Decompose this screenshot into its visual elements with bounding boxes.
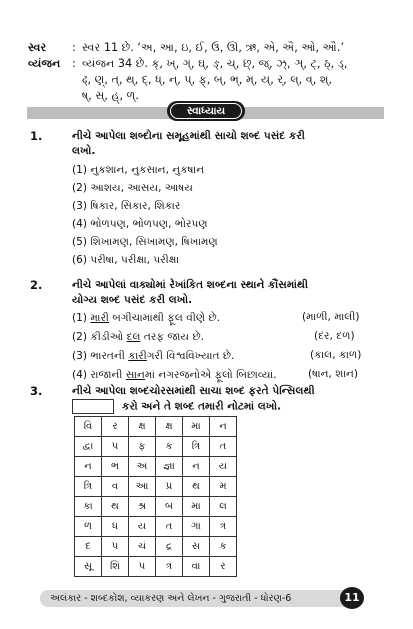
grid-cell[interactable]: વિ (75, 417, 102, 437)
grid-cell[interactable]: ય (210, 457, 237, 477)
q2-choices-1: (માળી, માલી) (302, 311, 360, 323)
grid-row (75, 437, 237, 457)
grid-cell[interactable]: ક્ષ (129, 417, 156, 437)
grid-cell[interactable]: આ (129, 477, 156, 497)
grid-cell[interactable]: ચં (129, 537, 156, 557)
q1-option-2: (2) આશય, આસય, આષય (72, 182, 193, 194)
q1-option-3: (3) ષિકાર, સિકાર, શિકાર (72, 200, 181, 212)
grid-cell[interactable]: ધ (102, 517, 129, 537)
grid-cell[interactable]: થ (183, 477, 210, 497)
grid-cell[interactable]: ન (210, 417, 237, 437)
q2-choices-4: (ષાન, શાન) (308, 368, 359, 380)
grid-cell[interactable]: ભ (102, 457, 129, 477)
grid-cell[interactable]: દ્ર (156, 537, 183, 557)
grid-cell[interactable]: મા (183, 497, 210, 517)
grid-cell[interactable]: જ્ઞા (156, 457, 183, 477)
grid-cell[interactable]: ત (156, 517, 183, 537)
grid-cell[interactable]: ળ (75, 517, 102, 537)
question-3-number: 3. (30, 384, 43, 398)
underlined-word: સાન (125, 369, 145, 381)
grid-cell[interactable]: બ (156, 497, 183, 517)
grid-cell[interactable]: પ (129, 557, 156, 577)
grid-cell[interactable]: ક (156, 437, 183, 457)
grid-cell[interactable]: અ (129, 457, 156, 477)
section-title-pill (167, 101, 245, 121)
q2-sentence-2: (2) કીડીઓ દલ તરફ જાય છે. (72, 331, 205, 343)
question-2-line-2: યોગ્ય શબ્દ પસંદ કરી લખો. (72, 294, 193, 306)
grid-cell[interactable]: શ્ર (129, 497, 156, 517)
grid-cell[interactable]: ત્ર (156, 557, 183, 577)
q2-choices-3: (કાલ, કાળ) (310, 349, 362, 361)
question-2-number: 2. (30, 278, 43, 292)
question-1-prompt (72, 129, 390, 159)
grid-row (75, 517, 237, 537)
grid-cell[interactable]: ર (102, 417, 129, 437)
question-1-number: 1. (30, 129, 43, 143)
q2-sentence-1: (1) મારી બગીચામાંથી ફૂલ વીણે છે. (72, 312, 221, 324)
consonant-line-3: ષ્, સ્, હ્, ળ્. (82, 89, 139, 102)
grid-cell[interactable]: મ (210, 477, 237, 497)
q1-option-1: (1) નુકશાન, નુકસાન, નુકષાન (72, 164, 205, 176)
footer-book-title: અલંકાર - શબ્દકોશ, વ્યાકરણ અને લેખન - ગુજરાતી - ધોરણ-6 (40, 590, 345, 607)
grid-cell[interactable]: વા (183, 557, 210, 577)
q2-sentence-3: (3) ભારતની કારીગરી વિશ્વવિખ્યાત છે. (72, 350, 235, 362)
grid-cell[interactable]: પ (102, 537, 129, 557)
grid-cell[interactable]: સૂ (75, 557, 102, 577)
grid-cell[interactable]: ય (129, 517, 156, 537)
grid-cell[interactable]: પ્ર (156, 477, 183, 497)
q1-option-5: (5) શિખામણ, સિખામણ, ષિખામણ (72, 236, 218, 248)
grid-row (75, 557, 237, 577)
grid-cell[interactable]: પ (102, 437, 129, 457)
consonant-label: વ્યંજન (28, 57, 61, 70)
q1-option-4: (4) ભોળપણ, ભોળપણ, ભોરપણ (72, 218, 208, 230)
consonant-line-2: ઢ્, ણ્, ત્, થ્, દ્, ધ્, ન્, પ્, ફ્, બ્, ભ્, મ્, ય્, ર્, લ્, વ્, શ્, (82, 73, 333, 86)
question-2-prompt (72, 278, 390, 308)
grid-cell[interactable]: ત્ર (210, 517, 237, 537)
grid-cell[interactable]: ગા (183, 517, 210, 537)
draw-box-blank (72, 399, 114, 414)
question-1-line-1: નીચે આપેલા શબ્દોના સમૂહમાંથી સાચો શબ્દ પસંદ કરી (72, 130, 305, 142)
grid-cell[interactable]: વ (102, 477, 129, 497)
consonant-line-1: વ્યંજન 34 છે. ક્, ખ્, ગ્, ઘ્, ઙ્, ચ્, છ્, જ્, ઝ્, ઞ્, ટ્, ઠ્, ડ્, (82, 57, 348, 70)
underlined-word: કાર (128, 350, 147, 362)
question-1-line-2: લખો. (72, 145, 96, 157)
section-title: સ્વાધ્યાય (170, 103, 242, 119)
vowel-text: સ્વર 11 છે. ‘અ, આ, ઇ, ઈ, ઉ, ઊ, ઋ, એ, ઐ, ઓ, ઔ.’ (82, 41, 345, 54)
question-2-line-1: નીચે આપેલાં વાક્યોમાં રેખાંકિત શબ્દના સ્થાને કૌંસમાંથી (72, 279, 309, 291)
underlined-word: દલ (126, 331, 141, 343)
grid-cell[interactable]: સ (183, 537, 210, 557)
grid-cell[interactable]: ક (210, 537, 237, 557)
grid-cell[interactable]: શિ (102, 557, 129, 577)
grid-row (75, 417, 237, 437)
question-3-prompt (72, 384, 390, 415)
grid-cell[interactable]: ન (75, 457, 102, 477)
q1-option-6: (6) પરીષા, પરીક્ષા, પરીક્ષા (72, 254, 180, 266)
grid-cell[interactable]: લ (210, 497, 237, 517)
vowel-label: સ્વર (28, 41, 47, 54)
grid-cell[interactable]: દ (75, 537, 102, 557)
q2-choices-2: (દર, દળ) (314, 330, 355, 342)
grid-cell[interactable]: થ (102, 497, 129, 517)
grid-row (75, 497, 237, 517)
q2-sentence-4: (4) રાજાની સાનમાં નગરજનોએ ફૂલો બિછાવ્યાં. (72, 369, 277, 381)
grid-cell[interactable]: મા (183, 417, 210, 437)
alphabet-info: સ્વર : સ્વર 11 છે. ‘અ, આ, ઇ, ઈ, ઉ, ઊ, ઋ, એ, ઐ, ઓ, ઔ.’ વ્યંજન : વ્યંજન 34 છે. ક્, ખ્, ગ્, ઘ્, ઙ્, ચ્, છ્, જ્, ઝ્, ઞ્, ટ્, ઠ્, ડ્, ઢ્, ણ્, ત્, થ્, દ્, ધ્, ન્, પ્, ફ્, બ્, ભ્, મ્, ય્, ર્, લ્, વ્, શ્, ષ્, સ્, હ્, ળ્. (28, 40, 388, 104)
grid-cell[interactable]: કા (75, 497, 102, 517)
grid-cell[interactable]: ક્ષ (156, 417, 183, 437)
grid-cell[interactable]: ત (210, 437, 237, 457)
underlined-word: મારી (90, 312, 109, 324)
page-number-badge: 11 (340, 587, 364, 609)
grid-cell[interactable]: ત્રિ (183, 437, 210, 457)
grid-row (75, 477, 237, 497)
grid-row (75, 457, 237, 477)
grid-cell[interactable]: ર (210, 557, 237, 577)
grid-cell[interactable]: ત્રિ (75, 477, 102, 497)
grid-cell[interactable]: ફ (129, 437, 156, 457)
question-3-line-1: નીચે આપેલા શબ્દચોરસમાંથી સાચા શબ્દ ફરતે પેન્સિલથી (72, 385, 315, 397)
question-3-line-2: કરો અને તે શબ્દ તમારી નોટમાં લખો. (122, 400, 282, 413)
grid-row (75, 537, 237, 557)
word-search-grid (74, 416, 237, 577)
grid-cell[interactable]: ન (183, 457, 210, 477)
grid-cell[interactable]: દ્વા (75, 437, 102, 457)
